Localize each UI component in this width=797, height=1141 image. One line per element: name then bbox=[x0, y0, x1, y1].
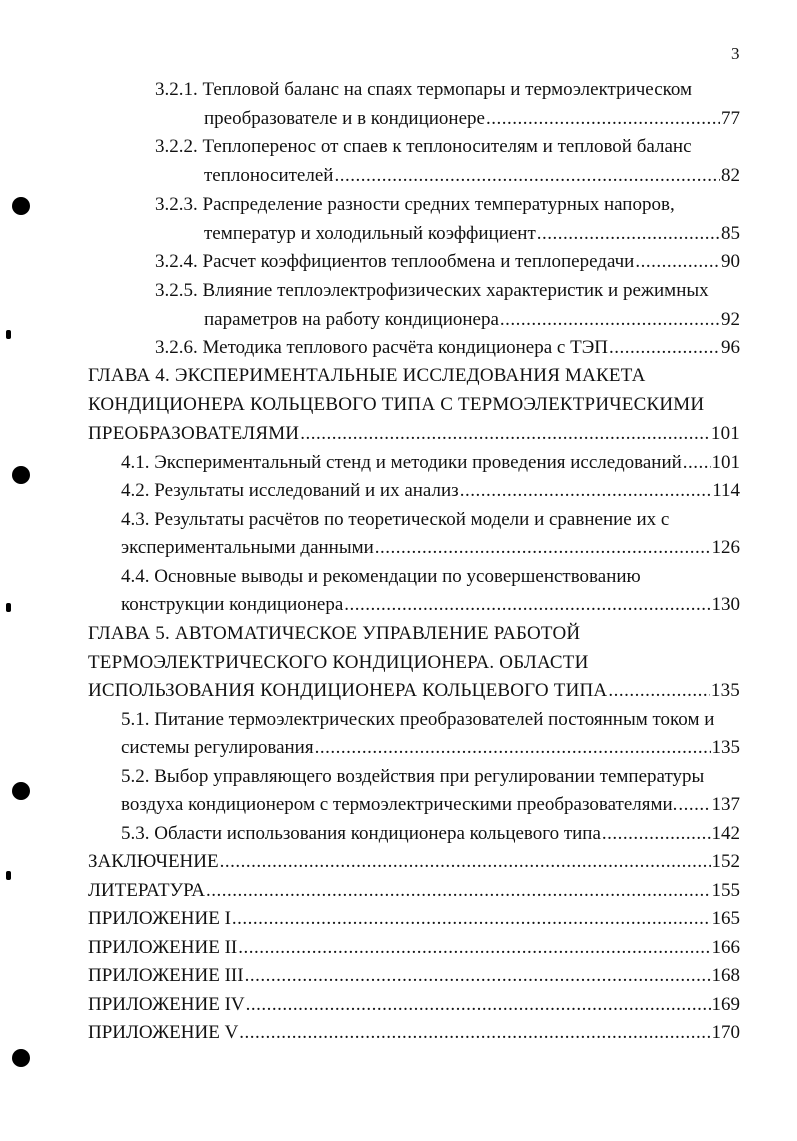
toc-entry-conclusion[interactable]: ЗАКЛЮЧЕНИЕ ..... 152 bbox=[88, 851, 740, 873]
dot-leader bbox=[608, 680, 710, 702]
dot-leader bbox=[635, 251, 720, 273]
dot-leader bbox=[246, 994, 711, 1016]
toc-page-number: 90 bbox=[721, 251, 740, 272]
toc-line: 5.1. Питание термоэлектрических преобразователей постоянным током и bbox=[121, 709, 715, 730]
toc-entry-app1[interactable]: ПРИЛОЖЕНИЕ I ..... 165 bbox=[88, 908, 740, 930]
dot-leader bbox=[300, 423, 710, 445]
toc-entry-app4[interactable]: ПРИЛОЖЕНИЕ IV ..... 169 bbox=[88, 994, 740, 1016]
toc-line: КОНДИЦИОНЕРА КОЛЬЦЕВОГО ТИПА С ТЕРМОЭЛЕКТРИЧЕСКИМИ bbox=[88, 394, 705, 415]
toc-page-number: 137 bbox=[711, 794, 740, 815]
toc-line: 3.2.2. Теплоперенос от спаев к теплоносителям и тепловой баланс bbox=[155, 136, 692, 157]
toc-entry-s3-2-3[interactable]: температур и холодильный коэффициент ..... 85 bbox=[204, 223, 740, 245]
dot-leader bbox=[537, 223, 720, 245]
dot-leader bbox=[683, 452, 711, 474]
toc-entry-ch5[interactable]: ИСПОЛЬЗОВАНИЯ КОНДИЦИОНЕРА КОЛЬЦЕВОГО ТИПА ..... 135 bbox=[88, 680, 740, 702]
punch-hole bbox=[12, 782, 30, 800]
toc-page-number: 170 bbox=[711, 1022, 740, 1043]
toc-page-number: 85 bbox=[721, 223, 740, 244]
page-number: 3 bbox=[731, 44, 740, 63]
toc-page-number: 92 bbox=[721, 309, 740, 330]
toc-page-number: 130 bbox=[711, 594, 740, 615]
dot-leader bbox=[602, 823, 711, 845]
toc-entry-s5-2[interactable]: воздуха кондиционером с термоэлектрическими преобразователями. ..... 137 bbox=[121, 794, 740, 816]
toc-line: ТЕРМОЭЛЕКТРИЧЕСКОГО КОНДИЦИОНЕРА. ОБЛАСТИ bbox=[88, 652, 589, 673]
toc-entry-s5-3[interactable]: 5.3. Области использования кондиционера кольцевого типа ..... 142 bbox=[121, 823, 740, 845]
toc-entry-s3-2-2[interactable]: теплоносителей ..... 82 bbox=[204, 165, 740, 187]
toc-page-number: 96 bbox=[721, 337, 740, 358]
toc-page-number: 168 bbox=[711, 965, 740, 986]
toc-entry-s4-1[interactable]: 4.1. Экспериментальный стенд и методики проведения исследований ..... 101 bbox=[121, 452, 740, 474]
punch-hole bbox=[12, 1049, 30, 1067]
dot-leader bbox=[460, 480, 712, 502]
edge-mark bbox=[6, 871, 11, 880]
toc-page-number: 101 bbox=[711, 452, 740, 473]
toc-page-number: 77 bbox=[721, 108, 740, 129]
toc-page-number: 165 bbox=[711, 908, 740, 929]
dot-leader bbox=[232, 908, 711, 930]
toc-entry-s4-3[interactable]: экспериментальными данными ..... 126 bbox=[121, 537, 740, 559]
toc-entry-s4-4[interactable]: конструкции кондиционера ..... 130 bbox=[121, 594, 740, 616]
toc-page-number: 114 bbox=[712, 480, 740, 501]
toc-entry-s3-2-6[interactable]: 3.2.6. Методика теплового расчёта кондиционера с ТЭП ..... 96 bbox=[155, 337, 740, 359]
toc-entry-s3-2-5[interactable]: параметров на работу кондиционера ..... 92 bbox=[204, 309, 740, 331]
punch-hole bbox=[12, 197, 30, 215]
dot-leader bbox=[245, 965, 711, 987]
dot-leader bbox=[238, 937, 710, 959]
toc-entry-s3-2-1[interactable]: преобразователе и в кондиционере ..... 77 bbox=[204, 108, 740, 130]
toc-line: 3.2.1. Тепловой баланс на спаях термопары и термоэлектрическом bbox=[155, 79, 693, 100]
toc-page-number: 82 bbox=[721, 165, 740, 186]
edge-mark bbox=[6, 330, 11, 339]
dot-leader bbox=[500, 309, 720, 331]
dot-leader bbox=[375, 537, 711, 559]
dot-leader bbox=[220, 851, 711, 873]
toc-page-number: 135 bbox=[711, 737, 740, 758]
toc-entry-literature[interactable]: ЛИТЕРАТУРА ..... 155 bbox=[88, 880, 740, 902]
edge-mark bbox=[6, 603, 11, 612]
toc-page-number: 169 bbox=[711, 994, 740, 1015]
toc-line: 4.4. Основные выводы и рекомендации по усовершенствованию bbox=[121, 566, 641, 587]
toc-entry-app2[interactable]: ПРИЛОЖЕНИЕ II ..... 166 bbox=[88, 937, 740, 959]
toc-entry-s3-2-4[interactable]: 3.2.4. Расчет коэффициентов теплообмена и теплопередачи ..... 90 bbox=[155, 251, 740, 273]
dot-leader bbox=[486, 108, 720, 130]
toc-line: ГЛАВА 5. АВТОМАТИЧЕСКОЕ УПРАВЛЕНИЕ РАБОТОЙ bbox=[88, 623, 581, 644]
dot-leader bbox=[334, 165, 720, 187]
dot-leader bbox=[344, 594, 710, 616]
toc-entry-app3[interactable]: ПРИЛОЖЕНИЕ III ..... 168 bbox=[88, 965, 740, 987]
toc-entry-app5[interactable]: ПРИЛОЖЕНИЕ V ..... 170 bbox=[88, 1022, 740, 1044]
toc-page-number: 155 bbox=[711, 880, 740, 901]
toc-page-number: 135 bbox=[710, 680, 740, 701]
toc-entry-s5-1[interactable]: системы регулирования ..... 135 bbox=[121, 737, 740, 759]
toc-line: 4.3. Результаты расчётов по теоретической модели и сравнение их с bbox=[121, 509, 670, 530]
toc-page-number: 126 bbox=[711, 537, 740, 558]
toc-line: 5.2. Выбор управляющего воздействия при регулировании температуры bbox=[121, 766, 705, 787]
toc-page-number: 166 bbox=[711, 937, 740, 958]
toc-page-number: 142 bbox=[711, 823, 740, 844]
dot-leader bbox=[239, 1022, 710, 1044]
punch-hole bbox=[12, 466, 30, 484]
dot-leader bbox=[678, 794, 710, 816]
dot-leader bbox=[609, 337, 720, 359]
toc-page-number: 152 bbox=[711, 851, 740, 872]
dot-leader bbox=[315, 737, 711, 759]
toc-line: 3.2.3. Распределение разности средних температурных напоров, bbox=[155, 194, 675, 215]
toc-entry-ch4[interactable]: ПРЕОБРАЗОВАТЕЛЯМИ ..... 101 bbox=[88, 423, 740, 445]
toc-line: ГЛАВА 4. ЭКСПЕРИМЕНТАЛЬНЫЕ ИССЛЕДОВАНИЯ МАКЕТА bbox=[88, 365, 646, 386]
dot-leader bbox=[206, 880, 711, 902]
toc-line: 3.2.5. Влияние теплоэлектрофизических характеристик и режимных bbox=[155, 280, 709, 301]
toc-page-number: 101 bbox=[710, 423, 740, 444]
toc-entry-s4-2[interactable]: 4.2. Результаты исследований и их анализ ..... 114 bbox=[121, 480, 740, 502]
